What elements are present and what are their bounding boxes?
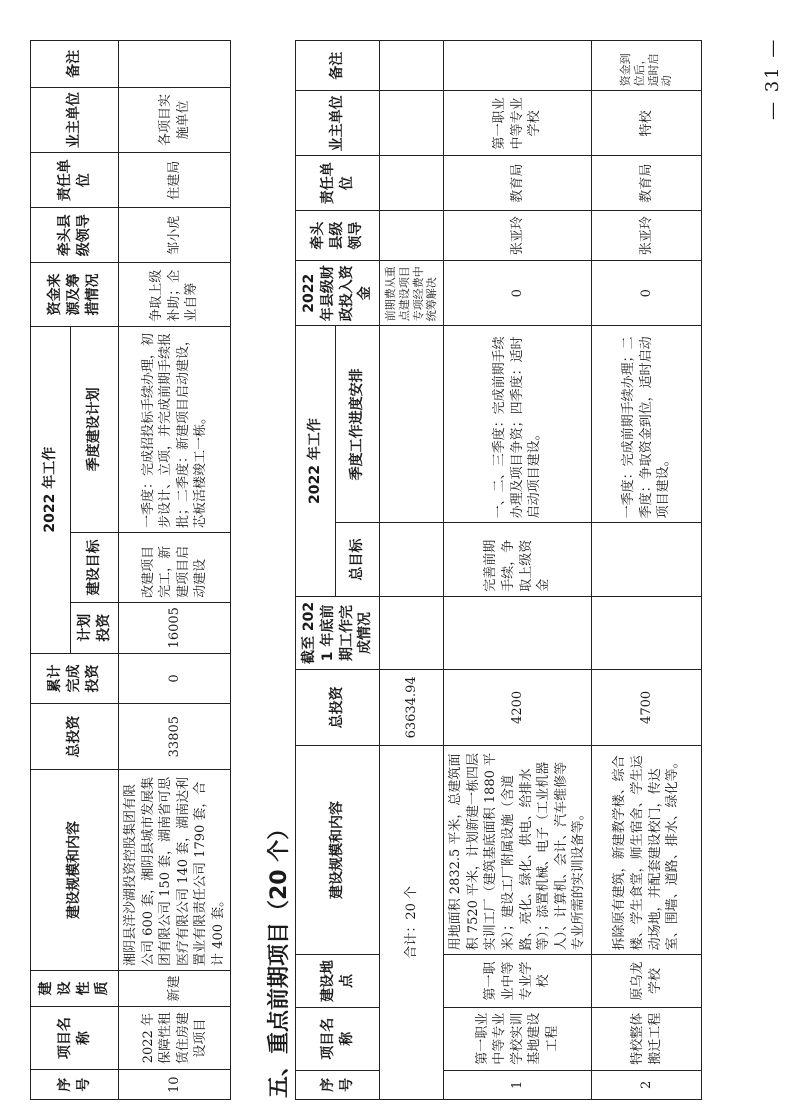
cell-seq: 1	[444, 1070, 592, 1099]
cell-name: 特校整体搬迁工程	[592, 1007, 702, 1070]
header-resp: 责任单位	[296, 156, 380, 211]
header-prior: 截至 2021 年底前期工作完成情况	[296, 596, 380, 669]
cell-owner: 各项目实施单位	[119, 87, 231, 153]
header-year-work: 2022 年工作	[31, 326, 71, 653]
cell-name: 2022 年保障性租赁住房建设项目	[119, 1006, 231, 1069]
cell-prior	[592, 596, 702, 669]
header-goal: 建设目标	[71, 533, 119, 603]
header-year-work: 2022 年工作	[296, 326, 336, 597]
header-goal: 总目标	[336, 523, 380, 596]
total-fiscal-note: 前期费从重点建设项目专项经费中统筹解决	[380, 261, 444, 326]
cell-goal	[592, 523, 702, 596]
empty-cell	[380, 156, 444, 211]
cell-total: 4700	[592, 670, 702, 745]
header-remark: 备注	[31, 41, 119, 88]
total-row	[380, 41, 444, 1100]
total-label: 合计：20 个	[380, 745, 444, 1099]
cell-remark: 资金到位后，适时启动	[592, 41, 702, 91]
cell-site: 原乌龙学校	[592, 955, 702, 1007]
header-content: 建设规模和内容	[296, 745, 380, 955]
cell-seq: 10	[119, 1070, 231, 1100]
empty-cell	[380, 596, 444, 669]
header-cumulative: 累计完成投资	[31, 653, 119, 704]
empty-cell	[380, 523, 444, 596]
header-seq: 序号	[296, 1070, 380, 1099]
cell-cumulative: 0	[119, 653, 231, 704]
project-table-1	[30, 40, 231, 1100]
empty-cell	[380, 326, 444, 523]
cell-goal: 完善前期手续，争取上级资金	[444, 523, 592, 596]
empty-cell	[380, 91, 444, 156]
header-name: 项目名称	[296, 1007, 380, 1070]
cell-content: 湘阴县洋沙湖投资控股集团有限公司 600 套，湘阴县城市发展集团有限公司 150 套，湖南省可思医疗有限公司 140 套，湖南达利置业有限责任公司 1790 套，合计 400 套。	[119, 769, 231, 970]
table-row	[119, 41, 231, 1100]
header-owner: 业主单位	[296, 91, 380, 156]
cell-content: 用地面积 2832.5 平米，总建筑面积 7520 平米，计划新建一栋四层实训工厂（建筑基底面积 1880 平米）；建设工厂附属设施（含道路、亮化、绿化、供电、给排水等）；添置机械、电子（工业机器人）、计算机、会计、汽车维修等专业所需的实训设备等。	[444, 745, 592, 955]
header-content: 建设规模和内容	[31, 769, 119, 970]
cell-resp: 住建局	[119, 153, 231, 208]
table-row	[592, 41, 702, 1100]
cell-fiscal: 0	[592, 261, 702, 326]
header-leader: 牵头县级领导	[296, 210, 380, 260]
cell-remark	[444, 41, 592, 91]
total-investment: 63634.94	[380, 670, 444, 745]
cell-remark	[119, 41, 231, 88]
project-table-2	[295, 40, 702, 1100]
cell-leader: 邹小虎	[119, 208, 231, 263]
cell-resp: 教育局	[444, 156, 592, 211]
cell-content: 拆除原有建筑，新建教学楼、综合楼、学生食堂，师生宿舍、学生运动场地，并配套建设校门，传达室、围墙、道路、排水、绿化等。	[592, 745, 702, 955]
header-plan-invest: 计划投资	[71, 602, 119, 653]
cell-name: 第一职业中等专业学校实训基地建设工程	[444, 1007, 592, 1070]
header-site: 建设地点	[296, 955, 380, 1007]
header-quarterly: 季度工作进度安排	[336, 326, 380, 523]
header-total: 总投资	[296, 670, 380, 745]
cell-funding: 争取上级补助；企业自筹	[119, 263, 231, 326]
cell-quarterly: 一季度：完成前期手续办理；二季度：争取资金到位，适时启动项目建设。	[592, 326, 702, 523]
header-leader: 牵头县级领导	[31, 208, 119, 263]
cell-seq: 2	[592, 1070, 702, 1099]
cell-leader: 张亚玲	[592, 210, 702, 260]
empty-cell	[380, 210, 444, 260]
cell-fiscal: 0	[444, 261, 592, 326]
cell-total: 4200	[444, 670, 592, 745]
header-funding: 资金来源及筹措情况	[31, 263, 119, 326]
cell-prior	[444, 596, 592, 669]
cell-leader: 张亚玲	[444, 210, 592, 260]
cell-quarterly: 一季度：完成招投标手续办理，初步设计、立项，并完成前期手续报批；二季度：新建项目启动建设，芯板活楼竣工一栋。	[119, 326, 231, 532]
cell-total: 33805	[119, 704, 231, 770]
cell-owner: 第一职业中等专业学校	[444, 91, 592, 156]
cell-owner: 特校	[592, 91, 702, 156]
table-row	[444, 41, 592, 1100]
header-seq: 序号	[31, 1070, 119, 1100]
header-remark: 备注	[296, 41, 380, 91]
header-total: 总投资	[31, 704, 119, 770]
cell-site: 第一职业中等专业学校	[444, 955, 592, 1007]
header-name: 项目名称	[31, 1006, 119, 1069]
header-resp: 责任单位	[31, 153, 119, 208]
cell-quarterly: 一、二、三季度：完成前期手续办理及项目争资；四季度：适时启动项目建设。	[444, 326, 592, 523]
header-fiscal: 2022 年县级财政投入资金	[296, 261, 380, 326]
header-quarterly: 季度建设计划	[71, 326, 119, 532]
header-owner: 业主单位	[31, 87, 119, 153]
cell-plan-invest: 16005	[119, 602, 231, 653]
header-nature: 建设性质	[31, 970, 119, 1006]
cell-nature: 新建	[119, 970, 231, 1006]
cell-resp: 教育局	[592, 156, 702, 211]
section-title: 五、重点前期项目（20 个）	[267, 817, 292, 1098]
cell-goal: 改建项目完工，新建项目启动建设	[119, 533, 231, 603]
page-number: — 31 —	[762, 37, 783, 120]
empty-cell	[380, 41, 444, 91]
